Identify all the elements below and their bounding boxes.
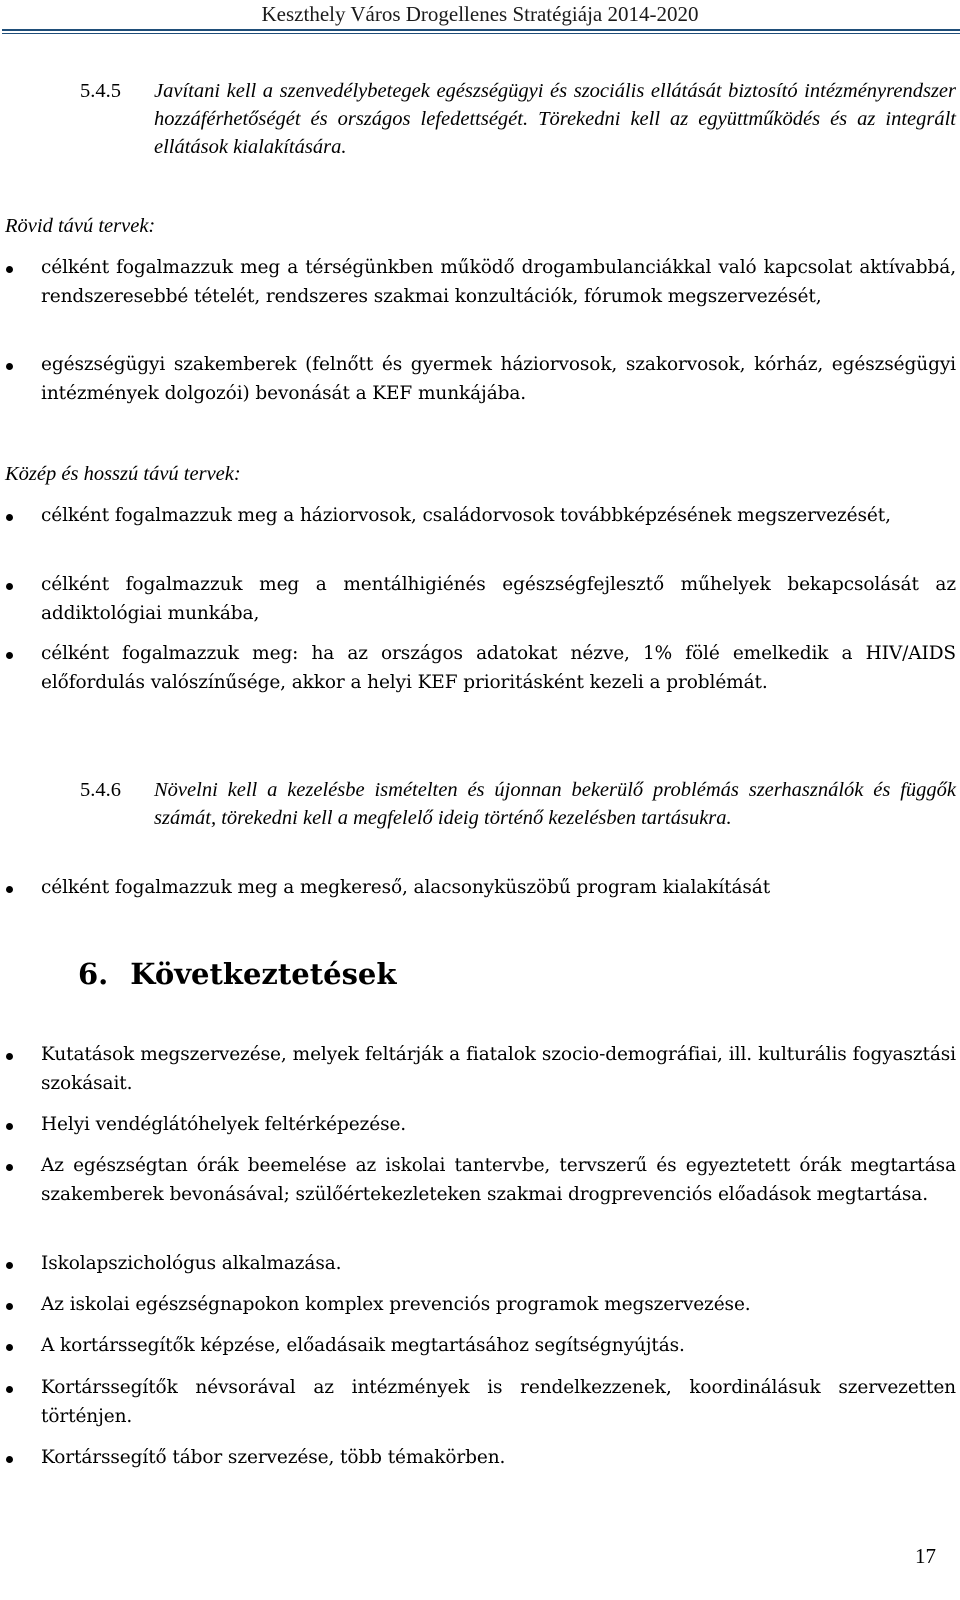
list-item: A kortárssegítők képzése, előadásaik megtartásához segítségnyújtás.	[0, 1332, 956, 1361]
list-item: Az iskolai egészségnapokon komplex prevenciós programok megszervezése.	[0, 1291, 956, 1320]
list-item: Helyi vendéglátóhelyek feltérképezése.	[0, 1111, 956, 1140]
bullet-icon	[6, 514, 13, 521]
bullet-icon	[6, 1053, 13, 1060]
page-number: 17	[915, 1544, 936, 1568]
numbered-goal-5-4-5	[80, 77, 956, 161]
list-item: Kortárssegítők névsorával az intézmények is rendelkezzenek, koordinálásuk szervezetten történjen.	[0, 1374, 956, 1431]
page-header	[0, 0, 960, 38]
list-item: Kortárssegítő tábor szervezése, több témakörben.	[0, 1444, 956, 1473]
chapter-title: Következtetések	[130, 957, 397, 991]
bullet-icon	[6, 1344, 13, 1351]
list-item: Kutatások megszervezése, melyek feltárják a fiatalok szocio-demográfiai, ill. kulturális fogyasztási szokásait.	[0, 1041, 956, 1098]
bullet-icon	[6, 1123, 13, 1130]
bullet-icon	[6, 266, 13, 273]
goal-text: Javítani kell a szenvedélybetegek egészségügyi és szociális ellátását biztosító intézményrendszer hozzáférhetőségét és országos lefedettségét. Törekedni kell az együttműködés és az integrált ellátások kialakítására.	[154, 80, 956, 158]
bullet-icon	[6, 1456, 13, 1463]
header-rule	[2, 29, 960, 31]
list-item: célként fogalmazzuk meg: ha az országos adatokat nézve, 1% fölé emelkedik a HIV/AIDS előfordulás valószínűsége, akkor a helyi KEF prioritásként kezeli a problémát.	[0, 640, 956, 697]
list-item: Az egészségtan órák beemelése az iskolai tantervbe, tervszerű és egyeztetett órák megtartása szakemberek bevonásával; szülőértekezleteken szakmai drogprevenciós előadások megtartása.	[0, 1152, 956, 1209]
bullet-icon	[6, 1262, 13, 1269]
chapter-number: 6.	[78, 957, 109, 991]
list-item: célként fogalmazzuk meg a mentálhigiénés egészségfejlesztő műhelyek bekapcsolását az addiktológiai munkába,	[0, 571, 956, 628]
header-rule-thin	[2, 33, 960, 34]
header-title: Keszthely Város Drogellenes Stratégiája 2014-2020	[261, 2, 699, 26]
bullet-icon	[6, 886, 13, 893]
list-item: célként fogalmazzuk meg a megkereső, alacsonyküszöbű program kialakítását	[0, 874, 956, 903]
short-term-label: Rövid távú tervek:	[5, 215, 156, 237]
bullet-icon	[6, 1386, 13, 1393]
list-item: Iskolapszichológus alkalmazása.	[0, 1250, 956, 1279]
goal-number: 5.4.5	[80, 80, 121, 102]
bullet-icon	[6, 363, 13, 370]
chapter-heading	[78, 952, 396, 996]
list-item: egészségügyi szakemberek (felnőtt és gyermek háziorvosok, szakorvosok, kórház, egészségügyi intézmények dolgozói) bevonását a KEF munkájába.	[0, 351, 956, 408]
bullet-icon	[6, 652, 13, 659]
goal-text: Növelni kell a kezelésbe ismételten és újonnan bekerülő problémás szerhasználók és függők számát, törekedni kell a megfelelő ideig történő kezelésben tartásukra.	[154, 779, 956, 829]
list-item: célként fogalmazzuk meg a háziorvosok, családorvosok továbbképzésének megszervezését,	[0, 502, 956, 531]
bullet-icon	[6, 1164, 13, 1171]
bullet-icon	[6, 583, 13, 590]
numbered-goal-5-4-6	[80, 776, 956, 832]
goal-number: 5.4.6	[80, 779, 121, 801]
list-item: célként fogalmazzuk meg a térségünkben működő drogambulanciákkal való kapcsolat aktívabbá, rendszeresebbé tételét, rendszeres szakmai konzultációk, fórumok megszervezését,	[0, 254, 956, 311]
bullet-icon	[6, 1303, 13, 1310]
long-term-label: Közép és hosszú távú tervek:	[5, 463, 241, 485]
